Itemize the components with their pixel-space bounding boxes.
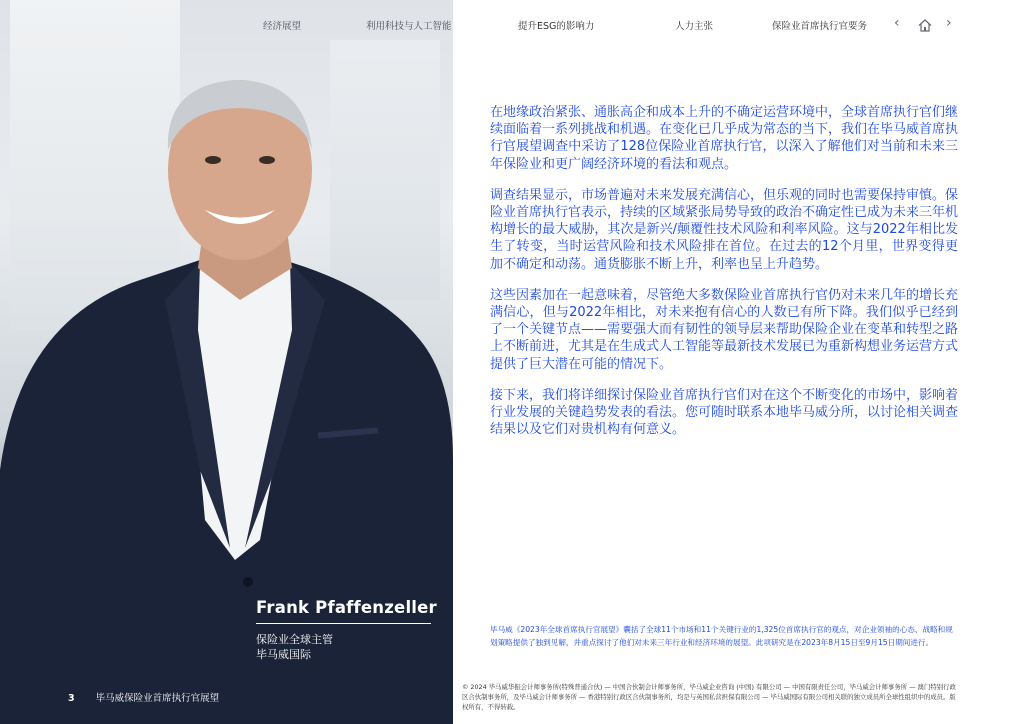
nav-item-esg[interactable]: 提升ESG的影响力 <box>518 21 595 32</box>
nav-item-economy[interactable]: 经济展望 <box>263 21 302 32</box>
survey-note: 毕马威《2023年全球首席执行官展望》囊括了全球11个市场和11个关键行业的1,325位首席执行官的观点，对企业领袖的心态、战略和规划策略提供了独到见解，并重点探讨了他们对未来三年行业和经济环境的展望。此项研究是在2023年8月15日至9月15日期间进行。 <box>490 625 953 647</box>
portrait-caption <box>256 598 437 662</box>
home-icon[interactable] <box>918 19 932 32</box>
chevron-right-icon[interactable]: › <box>946 15 952 31</box>
caption-name: Frank Pfaffenzeller <box>256 598 431 624</box>
paragraph: 接下来，我们将详细探讨保险业首席执行官们对在这个不断变化的市场中，影响着行业发展的关键趋势发表的看法。您可随时联系本地毕马威分所，以讨论相关调查结果以及它们对贵机构有何意义。 <box>490 387 959 438</box>
copyright-notice: © 2024 毕马威华振会计师事务所(特殊普通合伙) — 中国合伙制会计师事务所，毕马威企业咨询 (中国) 有限公司 — 中国有限责任公司，毕马威会计师事务所 — 澳门特别行政区合伙制事务所，及毕马威会计师事务所 — 香港特别行政区合伙制事务所，均是与英国私营担保有限公司 — 毕马威国际有限公司相关联的独立成员所全球性组织中的成员。版权所有，不得转载。 <box>462 683 956 711</box>
chevron-left-icon[interactable]: ‹ <box>894 15 900 31</box>
caption-organization: 毕马威国际 <box>256 648 311 661</box>
caption-title <box>256 632 431 662</box>
portrait-photo <box>0 0 453 724</box>
paragraph: 这些因素加在一起意味着，尽管绝大多数保险业首席执行官仍对未来几年的增长充满信心，但与2022年相比，对未来抱有信心的人数已有所下降。我们似乎已经到了一个关键节点——需要强大而有韧性的领导层来帮助保险企业在变革和转型之路上不断前进，尤其是在生成式人工智能等最新技术发展已为重新构想业务运营方式提供了巨大潜在可能的情况下。 <box>490 287 959 372</box>
page-footer <box>68 690 219 704</box>
caption-role: 保险业全球主管 <box>256 633 333 646</box>
paragraph: 调查结果显示，市场普遍对未来发展充满信心，但乐观的同时也需要保持审慎。保险业首席执行官表示，持续的区域紧张局势导致的政治不确定性已成为未来三年机构增长的最大威胁，其次是新兴/颠覆性技术风险和利率风险。这与2022年相比发生了转变，当时运营风险和技术风险排在首位。在过去的12个月里，世界变得更加不确定和动荡。通货膨胀不断上升，利率也呈上升趋势。 <box>490 187 959 272</box>
top-navigation <box>0 15 1024 38</box>
page-number: 3 <box>68 693 75 704</box>
paragraph: 在地缘政治紧张、通胀高企和成本上升的不确定运营环境中，全球首席执行官们继续面临着一系列挑战和机遇。在变化已几乎成为常态的当下，我们在毕马威首席执行官展望调查中采访了128位保险业首席执行官，以深入了解他们对当前和未来三年保险业和更广阔经济环境的看法和观点。 <box>490 105 959 172</box>
nav-item-people[interactable]: 人力主张 <box>675 21 714 32</box>
article-body <box>490 104 958 452</box>
nav-item-ceo-priorities[interactable]: 保险业首席执行官要务 <box>772 21 868 32</box>
nav-item-technology-ai[interactable]: 利用科技与人工智能 <box>366 21 452 32</box>
publication-title: 毕马威保险业首席执行官展望 <box>95 693 220 704</box>
